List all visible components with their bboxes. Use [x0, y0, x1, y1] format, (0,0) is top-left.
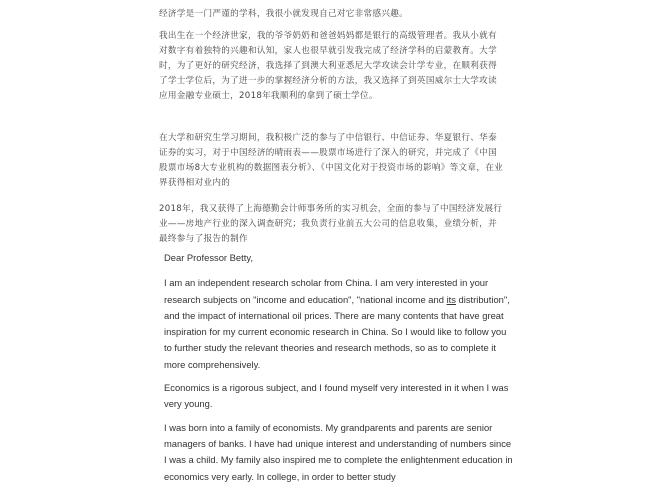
letter-body — [164, 250, 516, 492]
letter-greeting: Dear Professor Betty, — [164, 252, 253, 263]
paragraph-1-text-b: distribution", and the impact of international oil prices. There are many contents that have great inspiration for my current economic research in China. So I would like to follow you to further study the relevant theories and research methods, so as to complete it more comprehensively. — [164, 293, 510, 370]
underlined-word: its — [446, 293, 456, 305]
letter-paragraph-2: Economics is a rigorous subject, and I found myself very interested in it when I was very young. — [164, 382, 509, 410]
chinese-paragraph-2: 我出生在一个经济世家，我的爷爷奶奶和爸爸妈妈都是银行的高级管理者。我从小就有对数字有着独特的兴趣和认知，家人也很早就引发我完成了经济学科的启蒙教育。大学时，为了更好的研究经济，我选择了到澳大利亚悉尼大学攻读会计学专业，在顺利获得了学士学位后，为了进一步的掌握经济分析的方法，我又选择了到英国威尔士大学攻读应用金融专业硕士，2018年我顺利的拿到了硕士学位。 — [159, 31, 497, 101]
letter-paragraph-1 — [164, 275, 516, 373]
chinese-paragraph-4: 2018年，我又获得了上海德勤会计师事务所的实习机会，全面的参与了中国经济发展行业——房地产行业的深入调查研究；我负责行业前五大公司的信息收集，业绩分析，并最终参与了报告的制作 — [159, 204, 503, 244]
chinese-paragraph-1: 经济学是一门严谨的学科，我很小就发现自己对它非常感兴趣。 — [159, 9, 409, 19]
letter-paragraph-3: I was born into a family of economists. My grandparents and parents are senior managers of banks. I have had unique interest and understanding of numbers since I was a child. My family also inspired me to complete the enlightenment education in economics very early. In college, in order to better study — [164, 421, 513, 482]
chinese-paragraph-3: 在大学和研究生学习期间，我积极广泛的参与了中信银行、中信证券、华夏银行、华泰证券的实习，对于中国经济的晴雨表——股票市场进行了深入的研究，并完成了《中国股票市场8大专业机构的数据图表分析》、《中国文化对于投资市场的影响》等文章，在业界获得相对业内的 — [159, 133, 504, 188]
english-letter — [150, 244, 525, 482]
paragraph-1-text-a: I am an independent research scholar from China. I am very interested in your research subjects on "income and education", "national income and — [164, 277, 489, 305]
